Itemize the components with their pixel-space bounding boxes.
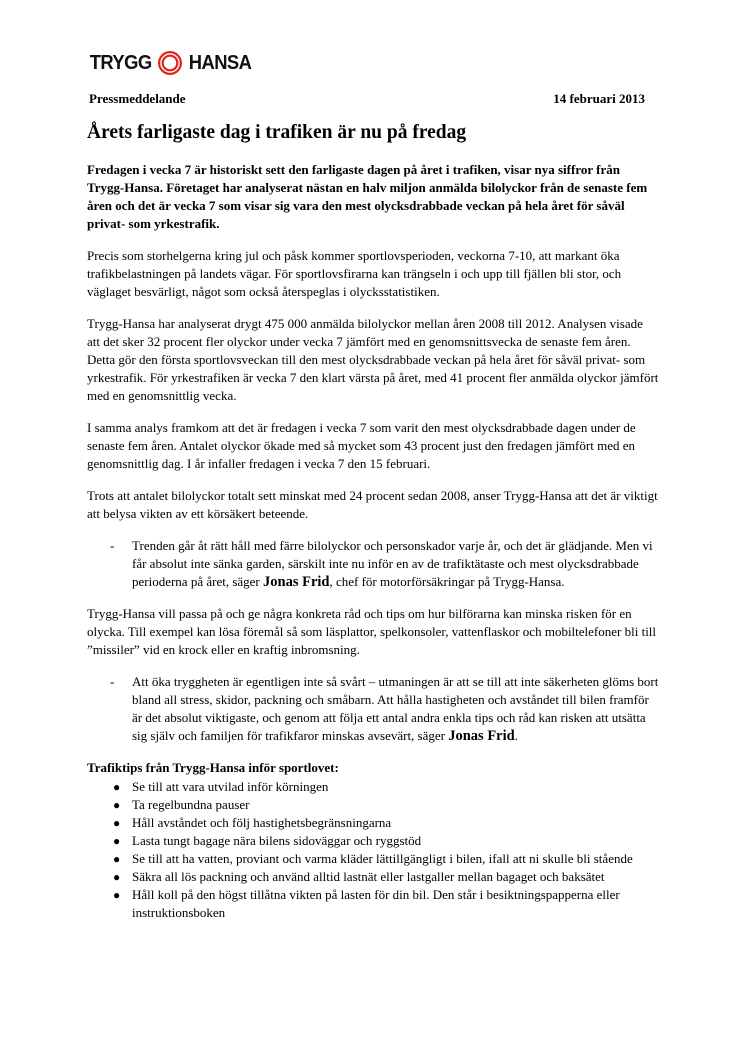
doc-date: 14 februari 2013 — [553, 91, 645, 106]
bullet-icon: ● — [113, 834, 121, 848]
logo-word-left: TRYGG — [89, 51, 152, 74]
tip-text: Håll avståndet och följ hastighetsbegränsningarna — [132, 815, 392, 830]
lead-paragraph: Fredagen i vecka 7 är historiskt sett den farligaste dagen på året i trafiken, visar nya siffror från Trygg-Hansa. Företaget har analyserat nästan en halv miljon anmälda bilolyckor från de senaste fem åren och det är vecka 7 som visar sig vara den mest olycksdrabbade veckan på hela året för såväl privat- som yrkestrafik. — [87, 162, 648, 231]
article-body — [87, 161, 659, 922]
paragraph-4: Trots att antalet bilolyckor totalt sett minskat med 24 procent sedan 2008, anser Trygg-Hansa att det är viktigt att belysa vikten av ett körsäkert beteende. — [87, 488, 658, 521]
tip-text: Håll koll på den högst tillåtna vikten på lasten för din bil. Den står i besiktningspapperna eller instruktionsboken — [132, 887, 620, 920]
list-item — [87, 796, 659, 814]
document-header — [89, 91, 645, 109]
bullet-icon: ● — [113, 798, 121, 812]
quote-1-speaker: Jonas Frid — [263, 574, 330, 590]
logo-word-right: HANSA — [189, 51, 252, 74]
quote-2-speaker: Jonas Frid — [448, 728, 515, 744]
list-item — [87, 832, 659, 850]
list-item — [87, 850, 659, 868]
tips-heading: Trafiktips från Trygg-Hansa inför sportlovet: — [87, 760, 339, 775]
doc-type-label: Pressmeddelande — [89, 91, 186, 106]
quote-block-1 — [87, 537, 659, 591]
dash-marker: - — [110, 674, 115, 689]
quote-1-text-before: Trenden går åt rätt håll med färre bilolyckor och personskador varje år, och det är glädjande. Men vi får absolut inte sänka garden, särskilt inte nu inför en av de trafiktätaste och mest olycksdrabbade perioderna på året, säger — [132, 538, 653, 589]
paragraph-5: Trygg-Hansa vill passa på och ge några konkreta råd och tips om hur bilförarna kan minska risken för en olycka. Till exempel kan lösa föremål så som läsplattor, spelkonsoler, vattenflaskor och mobiltelefoner bli till ”missiler” vid en krock eller en kraftig inbromsning. — [87, 606, 657, 657]
bullet-icon: ● — [113, 816, 121, 830]
bullet-icon: ● — [113, 852, 121, 866]
list-item — [87, 778, 659, 796]
tip-text: Se till att vara utvilad inför körningen — [132, 779, 329, 794]
bullet-icon: ● — [113, 780, 121, 794]
trygg-hansa-logo — [87, 49, 255, 77]
list-item — [87, 886, 659, 922]
bullet-icon: ● — [113, 870, 121, 884]
lifebuoy-icon — [157, 50, 183, 76]
paragraph-2: Trygg-Hansa har analyserat drygt 475 000 anmälda bilolyckor mellan åren 2008 till 2012. Analysen visade att det sker 32 procent fler olyckor under vecka 7 jämfört med en genomsnittsvecka de senaste fem åren. Detta gör den första sportlovsveckan till den mest olycksdrabbade veckan på hela året för såväl privat- som yrkestrafik. För yrkestrafiken är vecka 7 den klart värsta på året, med 41 procent fler anmälda olyckor jämfört med en genomsnittlig vecka. — [87, 316, 659, 403]
tips-list — [87, 778, 659, 922]
page-title: Årets farligaste dag i trafiken är nu på fredag — [87, 122, 467, 143]
paragraph-3: I samma analys framkom att det är fredagen i vecka 7 som varit den mest olycksdrabbade dagen under de senaste fem åren. Antalet olyckor ökade med så mycket som 43 procent just den fredagen jämfört med en genomsnittlig dag. I år infaller fredagen i vecka 7 den 15 februari. — [87, 420, 636, 471]
list-item — [87, 868, 659, 886]
quote-1-text-after: , chef för motorförsäkringar på Trygg-Hansa. — [329, 574, 565, 589]
quote-2-text-after: . — [514, 728, 518, 743]
tip-text: Säkra all lös packning och använd alltid lastnät eller lastgaller mellan bagaget och baksätet — [132, 869, 605, 884]
tip-text: Ta regelbundna pauser — [132, 797, 250, 812]
quote-2-text-before: Att öka tryggheten är egentligen inte så svårt – utmaningen är att se till att inte säkerheten glöms bort bland all stress, skidor, packning och småbarn. Att hålla hastigheten och avståndet till bilen framför är det absolut viktigaste, och genom att följa ett antal andra enkla tips och råd kan risken att utsätta sig själv och familjen för trafikfaror minskas avsevärt, säger — [132, 674, 659, 743]
dash-marker: - — [110, 538, 115, 553]
tip-text: Se till att ha vatten, proviant och varma kläder lättillgängligt i bilen, ifall att ni skulle bli stående — [132, 851, 633, 866]
quote-block-2 — [87, 673, 659, 745]
paragraph-1: Precis som storhelgerna kring jul och påsk kommer sportlovsperioden, veckorna 7-10, att markant öka trafikbelastningen på landets vägar. För sportlovsfirarna kan trängseln i och upp till fjällen bli stor, och väglaget besvärligt, något som också återspeglas i olycksstatistiken. — [87, 248, 622, 299]
bullet-icon: ● — [113, 888, 121, 902]
tip-text: Lasta tungt bagage nära bilens sidoväggar och ryggstöd — [132, 833, 422, 848]
list-item — [87, 814, 659, 832]
